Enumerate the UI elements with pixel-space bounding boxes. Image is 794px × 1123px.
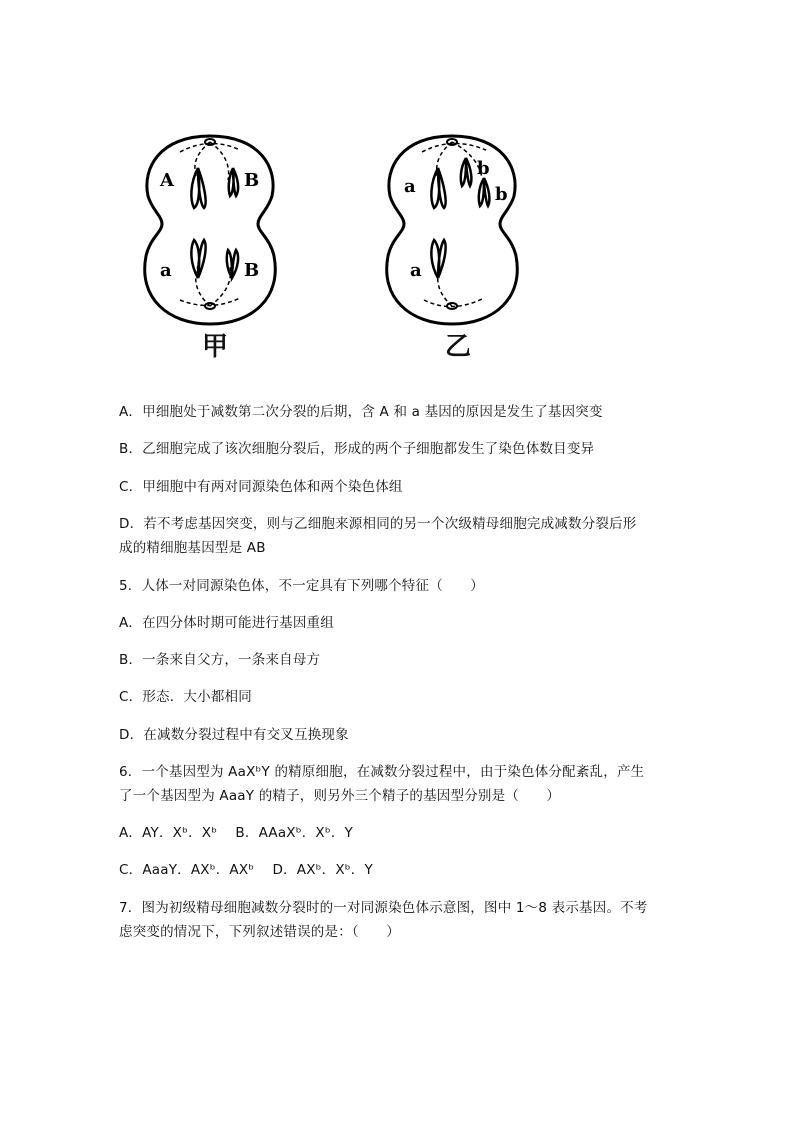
chromosomes — [191, 158, 489, 278]
question-5: 5．人体一对同源染色体，不一定具有下列哪个特征（ ） — [119, 578, 484, 594]
question-6-line-2: 了一个基因型为 AaaY 的精子，则另外三个精子的基因型分别是（ ） — [119, 788, 561, 804]
gene-label-b2: b — [495, 184, 508, 205]
gene-label-a2: a — [404, 176, 416, 197]
q6-options-ab: A．AY．Xᵇ．Xᵇ B．AAaXᵇ．Xᵇ．Y — [119, 825, 354, 841]
gene-label-a: a — [160, 260, 172, 281]
cell-jia-outline — [145, 136, 276, 324]
line-3: C．甲细胞中有两对同源染色体和两个染色体组 — [119, 479, 403, 495]
q6-options-cd: C．AaaY．AXᵇ．AXᵇ D．AXᵇ．Xᵇ．Y — [119, 862, 373, 878]
question-7-line-2: 虑突变的情况下，下列叙述错误的是：（ ） — [119, 924, 400, 940]
question-7-line-1: 7．图为初级精母细胞减数分裂时的一对同源染色体示意图，图中 1～8 表示基因。不考 — [119, 900, 648, 916]
gene-label-B2: B — [244, 260, 260, 281]
line-4: D．若不考虑基因突变，则与乙细胞来源相同的另一个次级精母细胞完成减数分裂后形 — [119, 516, 637, 532]
cell-label-jia: 甲 — [202, 332, 229, 362]
cell-yi-outline — [387, 136, 518, 324]
cell-label-yi: 乙 — [445, 332, 472, 362]
gene-label-B: B — [244, 170, 260, 191]
q5-option-b: B．一条来自父方，一条来自母方 — [119, 652, 321, 668]
q5-option-d: D．在减数分裂过程中有交叉互换现象 — [119, 727, 349, 743]
line-2: B．乙细胞完成了该次细胞分裂后，形成的两个子细胞都发生了染色体数目变异 — [119, 441, 595, 457]
gene-label-b: b — [477, 158, 490, 179]
gene-label-A: A — [160, 170, 174, 191]
gene-label-a3: a — [410, 260, 422, 281]
line-5: 成的精细胞基因型是 AB — [119, 540, 266, 556]
q5-option-c: C．形态．大小都相同 — [119, 689, 252, 705]
question-6-line-1: 6．一个基因型为 AaXᵇY 的精原细胞，在减数分裂过程中，由于染色体分配紊乱，产生 — [119, 764, 645, 780]
cell-diagrams — [140, 128, 540, 364]
cell-division-figure — [140, 128, 540, 364]
line-1: A．甲细胞处于减数第二次分裂的后期，含 A 和 a 基因的原因是发生了基因突变 — [119, 404, 603, 420]
q5-option-a: A．在四分体时期可能进行基因重组 — [119, 615, 334, 631]
